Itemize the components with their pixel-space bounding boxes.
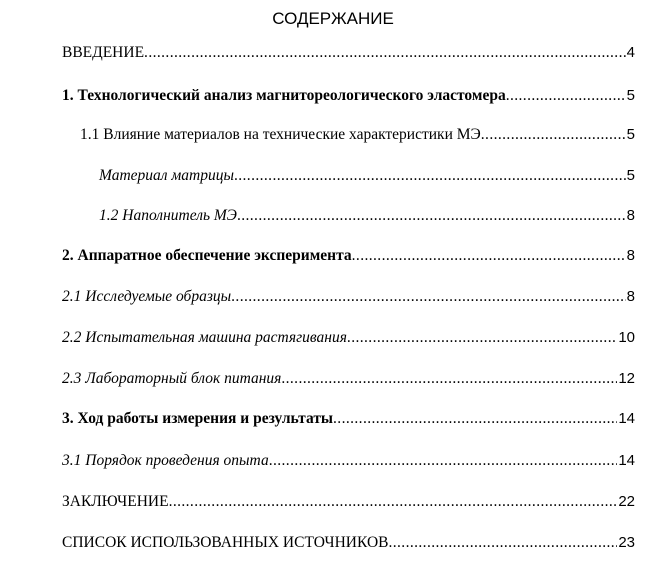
toc-leader-dots — [281, 369, 617, 389]
toc-entry-title: ЗАКЛЮЧЕНИЕ — [62, 493, 169, 510]
toc-entry-section-2-2[interactable] — [62, 328, 635, 348]
toc-page-number: 5 — [626, 126, 635, 143]
toc-entry-section-1-1[interactable] — [80, 125, 635, 145]
toc-page-number: 14 — [618, 410, 635, 427]
toc-entry-title: 3.1 Порядок проведения опыта — [62, 452, 269, 469]
toc-page-number: 8 — [626, 207, 635, 224]
toc-page-number: 12 — [618, 370, 635, 387]
toc-entry-references[interactable] — [62, 533, 635, 553]
toc-entry-title: 2.3 Лабораторный блок питания — [62, 370, 282, 387]
toc-leader-dots — [144, 43, 626, 63]
toc-entry-conclusion[interactable] — [62, 492, 635, 512]
toc-page-number: 22 — [618, 493, 635, 510]
toc-entry-title: 2. Аппаратное обеспечение эксперимента — [62, 247, 352, 264]
toc-page-number: 14 — [618, 452, 635, 469]
toc-entry-title: 1.1 Влияние материалов на технические характеристики МЭ — [80, 126, 481, 143]
toc-leader-dots — [169, 492, 618, 512]
toc-entry-section-2-1[interactable] — [62, 287, 635, 307]
toc-leader-dots — [352, 246, 626, 266]
toc-page-number: 5 — [626, 87, 635, 104]
toc-leader-dots — [506, 86, 626, 106]
toc-entry-section-1-2[interactable] — [99, 206, 635, 226]
toc-heading: СОДЕРЖАНИЕ — [272, 9, 394, 28]
toc-leader-dots — [481, 125, 626, 145]
toc-entry-title: Материал матрицы — [99, 167, 234, 184]
toc-entry-title: 2.1 Исследуемые образцы — [62, 288, 232, 305]
toc-entry-title: 1. Технологический анализ магнитореологического эластомера — [62, 87, 506, 104]
toc-entry-chapter-1[interactable] — [62, 86, 635, 106]
toc-entry-matrix-material[interactable] — [99, 166, 635, 186]
toc-leader-dots — [347, 328, 617, 348]
toc-page-number: 4 — [626, 44, 635, 61]
toc-entry-title: СПИСОК ИСПОЛЬЗОВАННЫХ ИСТОЧНИКОВ — [62, 534, 389, 551]
toc-leader-dots — [388, 533, 617, 553]
toc-entry-title: ВВЕДЕНИЕ — [62, 44, 145, 61]
toc-entry-chapter-3[interactable] — [62, 409, 635, 429]
toc-entry-section-2-3[interactable] — [62, 369, 635, 389]
toc-entry-introduction[interactable] — [62, 43, 635, 63]
toc-entry-chapter-2[interactable] — [62, 246, 635, 266]
toc-entry-section-3-1[interactable] — [62, 451, 635, 471]
toc-page-number: 5 — [626, 167, 635, 184]
toc-leader-dots — [269, 451, 618, 471]
toc-leader-dots — [231, 287, 626, 307]
toc-leader-dots — [237, 206, 626, 226]
toc-page-number: 8 — [626, 288, 635, 305]
toc-page-number: 23 — [618, 534, 635, 551]
toc-leader-dots — [333, 409, 617, 429]
toc-leader-dots — [234, 166, 626, 186]
toc-page-number: 10 — [618, 329, 635, 346]
toc-page-number: 8 — [626, 247, 635, 264]
toc-entry-title: 3. Ход работы измерения и результаты — [62, 410, 334, 427]
toc-entry-title: 2.2 Испытательная машина растягивания — [62, 329, 347, 346]
toc-entry-title: 1.2 Наполнитель МЭ — [99, 207, 237, 224]
